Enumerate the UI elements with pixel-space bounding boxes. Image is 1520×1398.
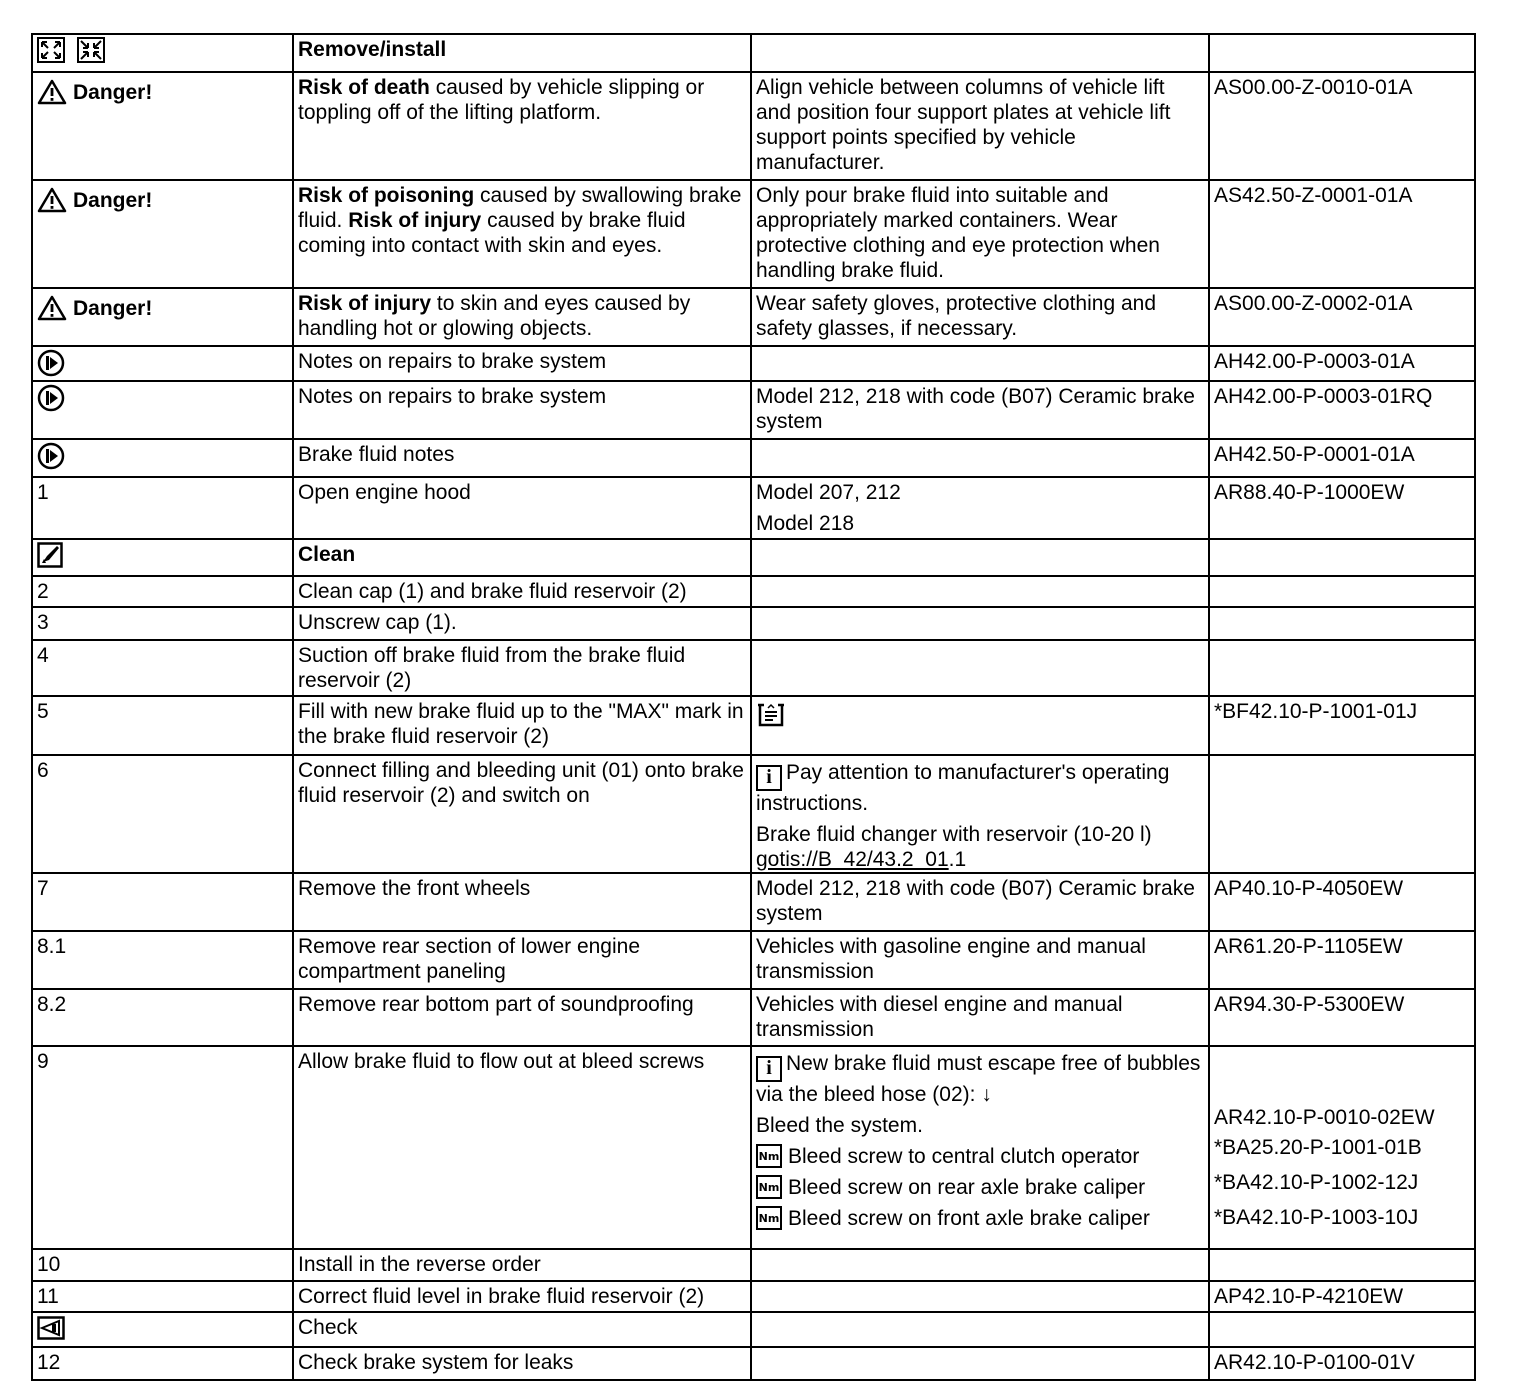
step-row [32, 1249, 1475, 1281]
step-text: Fill with new brake fluid up to the "MAX" mark in the brake fluid reservoir (2) [293, 696, 751, 755]
clean-icon [37, 542, 63, 568]
step-remark: Vehicles with diesel engine and manual transmission [751, 989, 1209, 1046]
step-ref: *BF42.10-P-1001-01J [1209, 696, 1475, 755]
check-icon [37, 1316, 65, 1340]
step-remark: Vehicles with gasoline engine and manual transmission [751, 931, 1209, 989]
step-number: 3 [32, 607, 293, 640]
step-ref: AR42.10-P-0100-01V [1209, 1347, 1475, 1380]
danger-measure: Only pour brake fluid into suitable and appropriately marked containers. Wear protective clothing and eye protection when handling brake fluid. [751, 180, 1209, 288]
step-row [32, 640, 1475, 696]
section-title: Clean [293, 539, 751, 576]
info-icon: i [756, 765, 782, 791]
step-text: Correct fluid level in brake fluid reservoir (2) [293, 1281, 751, 1312]
note-icon [37, 349, 65, 377]
danger-ref: AS00.00-Z-0010-01A [1209, 72, 1475, 180]
step-text: Open engine hood [293, 477, 751, 539]
arrow-down-icon: ↓ [981, 1082, 992, 1106]
note-text: Notes on repairs to brake system [293, 381, 751, 439]
step-text: Clean cap (1) and brake fluid reservoir (2) [293, 576, 751, 607]
step-number: 6 [32, 755, 293, 873]
step-row [32, 1046, 1475, 1249]
note-remark [751, 346, 1209, 381]
note-row [32, 381, 1475, 439]
danger-description: Risk of injury to skin and eyes caused by handling hot or glowing objects. [293, 288, 751, 346]
step-text: Remove rear section of lower engine compartment paneling [293, 931, 751, 989]
step-ref: AR94.30-P-5300EW [1209, 989, 1475, 1046]
note-row [32, 346, 1475, 381]
step-row [32, 989, 1475, 1046]
section-title: Check [293, 1312, 751, 1347]
procedure-table [31, 33, 1476, 1381]
warning-triangle-icon [37, 295, 67, 321]
note-remark [751, 439, 1209, 477]
remove-icon [37, 37, 65, 63]
step-number: 11 [32, 1281, 293, 1312]
step-row [32, 1281, 1475, 1312]
note-ref: AH42.50-P-0001-01A [1209, 439, 1475, 477]
section-row [32, 539, 1475, 576]
remove-install-icons [32, 34, 293, 72]
step-number: 8.2 [32, 989, 293, 1046]
danger-label: Danger! [73, 296, 153, 320]
danger-measure: Wear safety gloves, protective clothing and safety glasses, if necessary. [751, 288, 1209, 346]
step-text: Allow brake fluid to flow out at bleed screws [293, 1046, 751, 1249]
step-remark: Model 212, 218 with code (B07) Ceramic brake system [751, 873, 1209, 931]
step-row [32, 755, 1475, 873]
step-number: 7 [32, 873, 293, 931]
torque-icon: Nm [756, 1175, 782, 1199]
step-ref: AR61.20-P-1105EW [1209, 931, 1475, 989]
step-row [32, 1347, 1475, 1380]
danger-description: Risk of death caused by vehicle slipping or toppling off of the lifting platform. [293, 72, 751, 180]
step-number: 5 [32, 696, 293, 755]
step-ref: AR42.10-P-0010-02EW *BA25.20-P-1001-01B *BA42.10-P-1002-12J *BA42.10-P-1003-10J [1209, 1046, 1475, 1249]
step-number: 10 [32, 1249, 293, 1281]
section-row [32, 1312, 1475, 1347]
danger-ref: AS00.00-Z-0002-01A [1209, 288, 1475, 346]
note-icon [37, 442, 65, 470]
step-text: Unscrew cap (1). [293, 607, 751, 640]
step-text: Remove rear bottom part of soundproofing [293, 989, 751, 1046]
step-ref: AP40.10-P-4050EW [1209, 873, 1475, 931]
step-remark: Model 207, 212 Model 218 [751, 477, 1209, 539]
note-ref: AH42.00-P-0003-01A [1209, 346, 1475, 381]
warning-triangle-icon [37, 79, 67, 105]
gotis-link[interactable]: gotis://B_42/43.2_01 [756, 847, 949, 871]
note-icon [37, 384, 65, 412]
step-row [32, 607, 1475, 640]
step-remark: i New brake fluid must escape free of bubbles via the bleed hose (02): ↓ Bleed the system. Nm Bleed screw to central clutch operator Nm Bleed screw on rear axle brake caliper Nm Bleed screw on front axle brake caliper [751, 1046, 1209, 1249]
step-number: 12 [32, 1347, 293, 1380]
step-row [32, 931, 1475, 989]
danger-row [32, 180, 1475, 288]
note-text: Brake fluid notes [293, 439, 751, 477]
header-empty-3 [751, 34, 1209, 72]
step-number: 9 [32, 1046, 293, 1249]
step-row [32, 477, 1475, 539]
install-icon [77, 37, 105, 63]
danger-row [32, 288, 1475, 346]
danger-measure: Align vehicle between columns of vehicle lift and position four support plates at vehicle lift support points specified by vehicle manufacturer. [751, 72, 1209, 180]
step-ref: AR88.40-P-1000EW [1209, 477, 1475, 539]
danger-label: Danger! [73, 80, 153, 104]
danger-row [32, 72, 1475, 180]
step-number: 8.1 [32, 931, 293, 989]
step-row [32, 873, 1475, 931]
header-empty-4 [1209, 34, 1475, 72]
step-text: Suction off brake fluid from the brake fluid reservoir (2) [293, 640, 751, 696]
step-number: 4 [32, 640, 293, 696]
step-text: Check brake system for leaks [293, 1347, 751, 1380]
note-ref: AH42.00-P-0003-01RQ [1209, 381, 1475, 439]
step-ref: AP42.10-P-4210EW [1209, 1281, 1475, 1312]
step-row [32, 576, 1475, 607]
fluid-container-icon [756, 701, 786, 729]
step-text: Remove the front wheels [293, 873, 751, 931]
info-icon: i [756, 1056, 782, 1082]
note-remark: Model 212, 218 with code (B07) Ceramic brake system [751, 381, 1209, 439]
note-text: Notes on repairs to brake system [293, 346, 751, 381]
header-row [32, 34, 1475, 72]
header-title: Remove/install [293, 34, 751, 72]
danger-ref: AS42.50-Z-0001-01A [1209, 180, 1475, 288]
step-number: 1 [32, 477, 293, 539]
step-remark: i Pay attention to manufacturer's operating instructions. Brake fluid changer with reservoir (10-20 l) gotis://B_42/43.2_01.1 [751, 755, 1209, 873]
warning-triangle-icon [37, 187, 67, 213]
danger-description: Risk of poisoning caused by swallowing brake fluid. Risk of injury caused by brake fluid coming into contact with skin and eyes. [293, 180, 751, 288]
step-text: Install in the reverse order [293, 1249, 751, 1281]
step-number: 2 [32, 576, 293, 607]
step-text: Connect filling and bleeding unit (01) onto brake fluid reservoir (2) and switch on [293, 755, 751, 873]
step-row [32, 696, 1475, 755]
torque-icon: Nm [756, 1206, 782, 1230]
note-row [32, 439, 1475, 477]
torque-icon: Nm [756, 1144, 782, 1168]
danger-label: Danger! [73, 188, 153, 212]
